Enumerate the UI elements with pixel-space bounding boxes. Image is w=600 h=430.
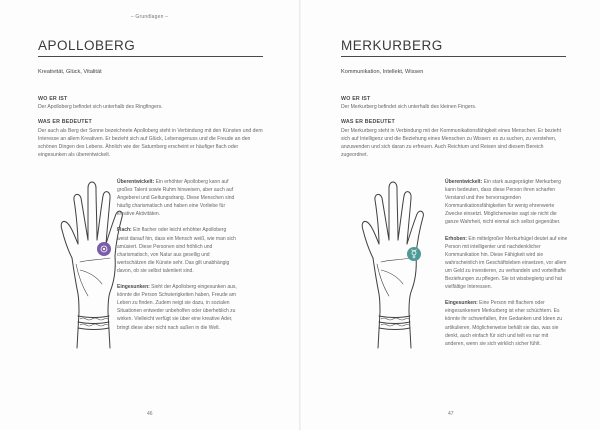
detail-label: Überentwickelt: bbox=[445, 179, 483, 185]
where-heading: WO ER IST bbox=[38, 96, 68, 102]
detail-overdeveloped bbox=[117, 178, 239, 218]
detail-flat bbox=[117, 226, 239, 275]
title-rule bbox=[38, 56, 263, 57]
where-heading: WO ER IST bbox=[341, 96, 371, 102]
meaning-text: Der auch als Berg der Sonne bezeichnete Apolloberg steht in Verbindung mit den Künsten und dem Interesse an allem Kreativen. Er bezieht sich auf Glück, Lebensgenuss und die Freude an den schönen Dingen des Lebens. Ähnlich wie der Saturnberg erscheint er häufiger flach oder eingesunken als überentwickelt. bbox=[38, 128, 263, 158]
page-number: 46 bbox=[147, 411, 153, 417]
detail-section bbox=[445, 178, 569, 356]
where-text: Der Merkurberg befindet sich unterhalb des kleinen Fingers. bbox=[341, 104, 477, 110]
left-page bbox=[0, 0, 299, 430]
detail-label: Eingesunken: bbox=[445, 300, 478, 307]
detail-sunken bbox=[117, 283, 239, 332]
detail-text: Ein stark ausgeprägter Merkurberg kann bedeuten, dass diese Person ihren scharfen Verstand und ihre hervorragenden Kommunikationsfähigkeiten für wenig ehrenwerte Zwecke einsetzt. Möglicherweise sagt sie nicht die ganze Wahrheit, nicht einmal sich selbst gegenüber. bbox=[445, 179, 561, 226]
meaning-heading: WAS ER BEDEUTET bbox=[38, 119, 92, 125]
detail-label: Flach: bbox=[117, 227, 132, 234]
detail-text: Ein erhöhter Apolloberg kann auf großes Talent sowie Ruhm hinweisen, aber auch auf Angeberei und Geltungsdrang. Diese Menschen sind häufig charismatisch und haben eine Vorliebe für kreative Aktivitäten. bbox=[117, 179, 235, 218]
detail-text: Eine Person mit flachem oder eingesunkenem Merkurberg ist eher schüchtern. Es könnte ihr schwerfallen, ihre Gedanken und Ideen zu artikulieren. Möglicherweise behält sie das, was sie denkt, auch einfach für sich und teilt es nur mit anderen, wenn sie sich wirklich sicher fühlt. bbox=[445, 300, 563, 347]
detail-label: Erhoben: bbox=[445, 235, 467, 242]
keywords: Kreativität, Glück, Vitalität bbox=[38, 69, 102, 75]
keywords: Kommunikation, Intellekt, Wissen bbox=[341, 69, 424, 75]
detail-sunken bbox=[445, 299, 569, 348]
page-title: MERKURBERG bbox=[341, 38, 443, 53]
detail-raised bbox=[445, 235, 569, 292]
detail-text: Ein flacher oder leicht erhöhter Apolloberg weist darauf hin, dass ein Mensch weiß, wie man sich amüsiert. Diese Personen sind fröhlich und charismatisch, von Natur aus gesellig und wertschätzen die Künste sehr. Das gilt unabhängig davon, ob sie selbst talentiert sind. bbox=[117, 227, 236, 274]
right-page bbox=[301, 0, 600, 430]
detail-label: Überentwickelt: bbox=[117, 179, 155, 185]
page-number: 47 bbox=[448, 411, 454, 417]
chapter-label: – Grundlagen – bbox=[130, 14, 169, 20]
meaning-heading: WAS ER BEDEUTET bbox=[341, 119, 395, 125]
meaning-text: Der Merkurberg steht in Verbindung mit der Kommunikationsfähigkeit eines Menschen. Er bezieht sich auf Intelligenz und die Beziehung eines Menschen zu Wissen: es zu suchen, zu verstehen, anzuwenden und sich daran zu erfreuen. Auch Reichtum und Reisen sind diesem Bereich zugeordnet. bbox=[341, 128, 561, 158]
title-rule bbox=[341, 56, 566, 57]
where-text: Der Apolloberg befindet sich unterhalb des Ringfingers. bbox=[38, 104, 163, 110]
detail-label: Eingesunken: bbox=[117, 284, 150, 291]
detail-section bbox=[117, 178, 239, 340]
hand-illustration bbox=[359, 172, 429, 352]
detail-text: Ein mittelgroßer Merkurhügel deutet auf eine Person mit intelligenter und nachdenklicher Kommunikation hin. Diese Fähigkeit wird sie wahrscheinlich im Geschäftsleben einsetzen, vor allem um Geld zu investieren, zu verhandeln und vorteilhafte Beziehungen zu pflegen. Sie ist wissbegierig und hat vielfältige Interessen. bbox=[445, 235, 568, 291]
mercury-mount-marker bbox=[407, 247, 421, 261]
page-title: APOLLOBERG bbox=[38, 38, 136, 53]
detail-text: Sieht der Apolloberg eingesunken aus, könnte die Person Schwierigkeiten haben, Freude am Leben zu finden. Zudem neigt sie dazu, in sozialen Situationen entweder unbeholfen oder überheblich zu wirken. Vielleicht verfügt sie über eine kreative Ader, bringt diese aber nicht nach außen in die Welt. bbox=[117, 284, 237, 331]
detail-overdeveloped bbox=[445, 178, 569, 227]
